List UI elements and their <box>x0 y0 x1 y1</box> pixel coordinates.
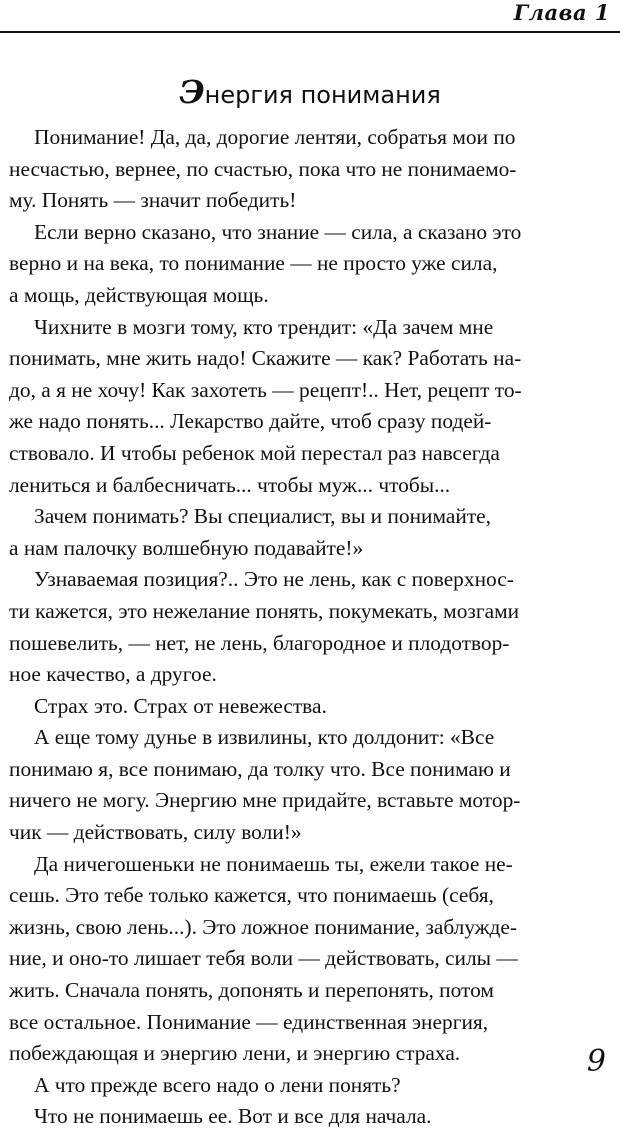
paragraph <box>9 849 613 1070</box>
paragraph <box>9 312 613 502</box>
section-title-text: нергия понимания <box>204 81 441 109</box>
text-line: сешь. Это тебе только кажется, что понимаешь (себя, <box>9 883 494 908</box>
paragraph <box>9 1070 613 1102</box>
text-line: несчастью, вернее, по счастью, пока что не понимаемо- <box>9 156 517 181</box>
text-line: понимаю я, все понимаю, да толку что. Все понимаю и <box>9 756 511 781</box>
text-line: верно и на века, то понимание — не просто уже сила, <box>9 251 498 276</box>
text-line: жить. Сначала понять, допонять и перепонять, потом <box>9 978 494 1003</box>
paragraph <box>9 122 613 217</box>
text-line: все остальное. Понимание — единственная энергия, <box>9 1009 489 1034</box>
text-line: Да ничегошеньки не понимаешь ты, ежели такое не- <box>34 851 513 876</box>
running-head: Глава 1 <box>513 0 610 25</box>
page-number: 9 <box>586 1044 606 1079</box>
text-line: понимать, мне жить надо! Скажите — как? Работать на- <box>9 346 522 371</box>
text-line: пошевелить, — нет, не лень, благородное и плодотвор- <box>9 630 510 655</box>
paragraph <box>9 722 613 848</box>
header-rule <box>0 31 620 33</box>
text-line: чик — действовать, силу воли!» <box>9 820 302 845</box>
paragraph <box>9 564 613 690</box>
text-line: жизнь, свою лень...). Это ложное понимание, заблужде- <box>9 914 518 939</box>
text-line: побеждающая и энергию лени, и энергию страха. <box>9 1041 461 1066</box>
section-title-initial: Э <box>179 73 205 111</box>
text-line: А что прежде всего надо о лени понять? <box>34 1072 401 1097</box>
section-title <box>0 73 620 111</box>
text-line: же надо понять... Лекарство дайте, чтоб сразу подей- <box>9 409 492 434</box>
text-line: до, а я не хочу! Как захотеть — рецепт!.. Нет, рецепт то- <box>9 377 522 402</box>
paragraph <box>9 1101 613 1133</box>
text-line: лениться и балбесничать... чтобы муж... чтобы... <box>9 472 451 497</box>
text-line: Зачем понимать? Вы специалист, вы и понимайте, <box>34 504 492 529</box>
text-line: Понимание! Да, да, дорогие лентяи, собратья мои по <box>34 125 516 149</box>
text-line: Страх это. Страх от невежества. <box>34 693 327 718</box>
paragraph <box>9 217 613 312</box>
text-line: му. Понять — значит победить! <box>9 188 297 213</box>
text-line: А еще тому дунье в извилины, кто долдонит: «Все <box>34 725 495 750</box>
paragraph <box>9 691 613 723</box>
text-line: Что не понимаешь ее. Вот и все для начала. <box>34 1104 432 1129</box>
text-line: а нам палочку волшебную подавайте!» <box>9 535 364 560</box>
text-line: Узнаваемая позиция?.. Это не лень, как с поверхнос- <box>34 567 514 592</box>
body-text <box>9 122 613 1133</box>
text-line: Если верно сказано, что знание — сила, а сказано это <box>34 219 522 244</box>
text-line: ничего не могу. Энергию мне придайте, вставьте мотор- <box>9 788 521 813</box>
text-line: а мощь, действующая мощь. <box>9 282 269 307</box>
text-line: Чихните в мозги тому, кто трендит: «Да зачем мне <box>34 314 494 339</box>
paragraph <box>9 501 613 564</box>
text-line: ние, и оно-то лишает тебя воли — действовать, силы — <box>9 946 518 971</box>
text-line: ствовало. И чтобы ребенок мой перестал раз навсегда <box>9 440 500 465</box>
text-line: ное качество, а другое. <box>9 662 217 687</box>
text-line: ти кажется, это нежелание понять, покумекать, мозгами <box>9 598 520 623</box>
